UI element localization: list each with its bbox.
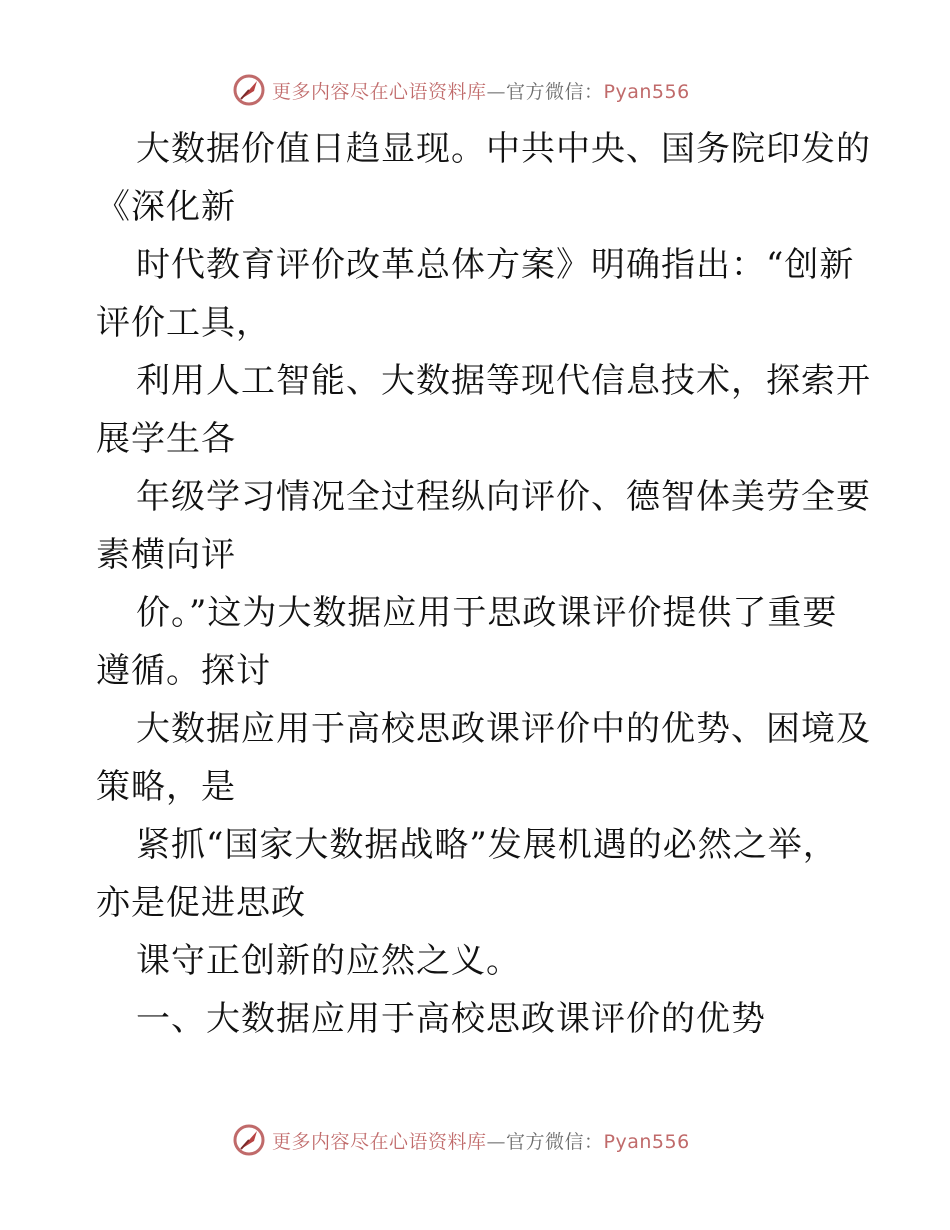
watermark-text (272, 77, 690, 104)
watermark-wechat-id: Pyan556 (603, 1130, 690, 1153)
footer-watermark (232, 1120, 752, 1160)
text-line: 紧抓“国家大数据战略”发展机遇的必然之举， (136, 825, 838, 865)
section-heading: 一、大数据应用于高校思政课评价的优势 (136, 999, 766, 1039)
watermark-label: 官方微信： (506, 80, 604, 103)
watermark-dash: — (486, 1130, 507, 1153)
watermark-label: 官方微信： (506, 1130, 604, 1153)
watermark-wechat-id: Pyan556 (603, 80, 690, 103)
text-line: 价。”这为大数据应用于思政课评价提供了重要 (136, 593, 838, 633)
text-line: 课守正创新的应然之义。 (136, 941, 521, 981)
text-line: 亦是促进思政 (96, 883, 306, 923)
text-line: 素横向评 (96, 535, 236, 575)
document-body (96, 120, 871, 1048)
quill-logo-icon (232, 1123, 266, 1157)
watermark-brand: 更多内容尽在心语资料库 (272, 1130, 487, 1153)
text-line: 《深化新 (96, 187, 236, 227)
watermark-dash: — (486, 80, 507, 103)
watermark-brand: 更多内容尽在心语资料库 (272, 80, 487, 103)
text-line: 策略，是 (96, 767, 236, 807)
text-line: 年级学习情况全过程纵向评价、德智体美劳全要 (136, 477, 871, 517)
text-line: 展学生各 (96, 419, 236, 459)
header-watermark (232, 70, 752, 110)
text-line: 大数据价值日趋显现。中共中央、国务院印发的 (136, 129, 871, 169)
text-line: 时代教育评价改革总体方案》明确指出：“创新 (136, 245, 855, 285)
text-line: 利用人工智能、大数据等现代信息技术，探索开 (136, 361, 871, 401)
quill-logo-icon (232, 73, 266, 107)
watermark-text (272, 1127, 690, 1154)
text-line: 遵循。探讨 (96, 651, 271, 691)
text-line: 大数据应用于高校思政课评价中的优势、困境及 (136, 709, 871, 749)
text-line: 评价工具， (96, 303, 271, 343)
